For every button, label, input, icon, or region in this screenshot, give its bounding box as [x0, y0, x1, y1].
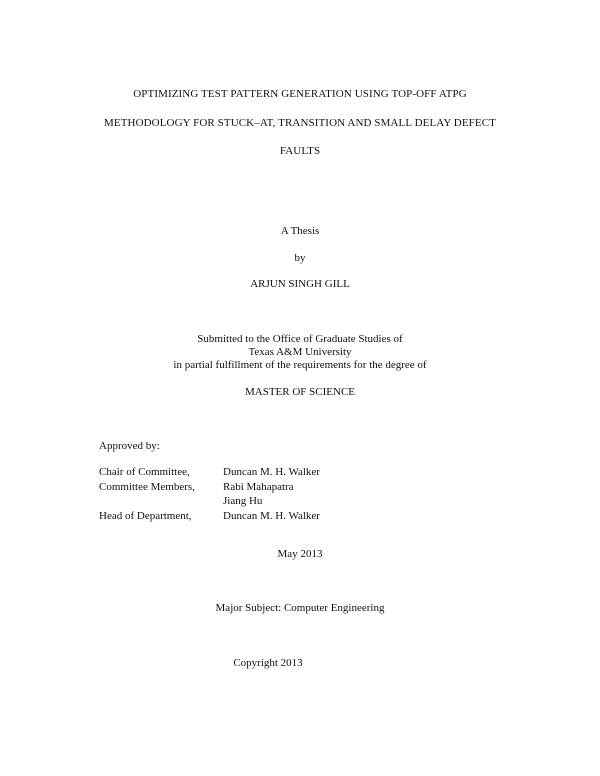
submission-line-2: Texas A&M University	[248, 346, 352, 358]
committee-role: Committee Members,	[99, 480, 195, 493]
author-name: ARJUN SINGH GILL	[250, 278, 350, 290]
submission-line-3: in partial fulfillment of the requirements for the degree of	[173, 359, 427, 371]
by-label: by	[294, 252, 306, 264]
committee-role: Chair of Committee,	[99, 466, 190, 478]
committee-name: Duncan M. H. Walker	[223, 466, 320, 478]
title-line-2: METHODOLOGY FOR STUCK–AT, TRANSITION AND SMALL DELAY DEFECT	[104, 117, 496, 129]
major-subject: Major Subject: Computer Engineering	[215, 602, 385, 614]
committee-name: Duncan M. H. Walker	[223, 509, 320, 522]
copyright-notice: Copyright 2013	[233, 657, 303, 669]
committee-name: Rabi Mahapatra	[223, 480, 294, 493]
title-line-3: FAULTS	[279, 145, 321, 157]
committee-role: Head of Department,	[99, 509, 192, 522]
document-type: A Thesis	[280, 225, 320, 237]
committee-name: Jiang Hu	[223, 495, 263, 507]
degree: MASTER OF SCIENCE	[244, 386, 356, 398]
submission-line-1: Submitted to the Office of Graduate Studies of	[197, 333, 403, 345]
submission-date: May 2013	[277, 548, 323, 560]
title-line-1: OPTIMIZING TEST PATTERN GENERATION USING TOP-OFF ATPG	[133, 88, 467, 100]
approved-by-heading: Approved by:	[99, 440, 160, 452]
